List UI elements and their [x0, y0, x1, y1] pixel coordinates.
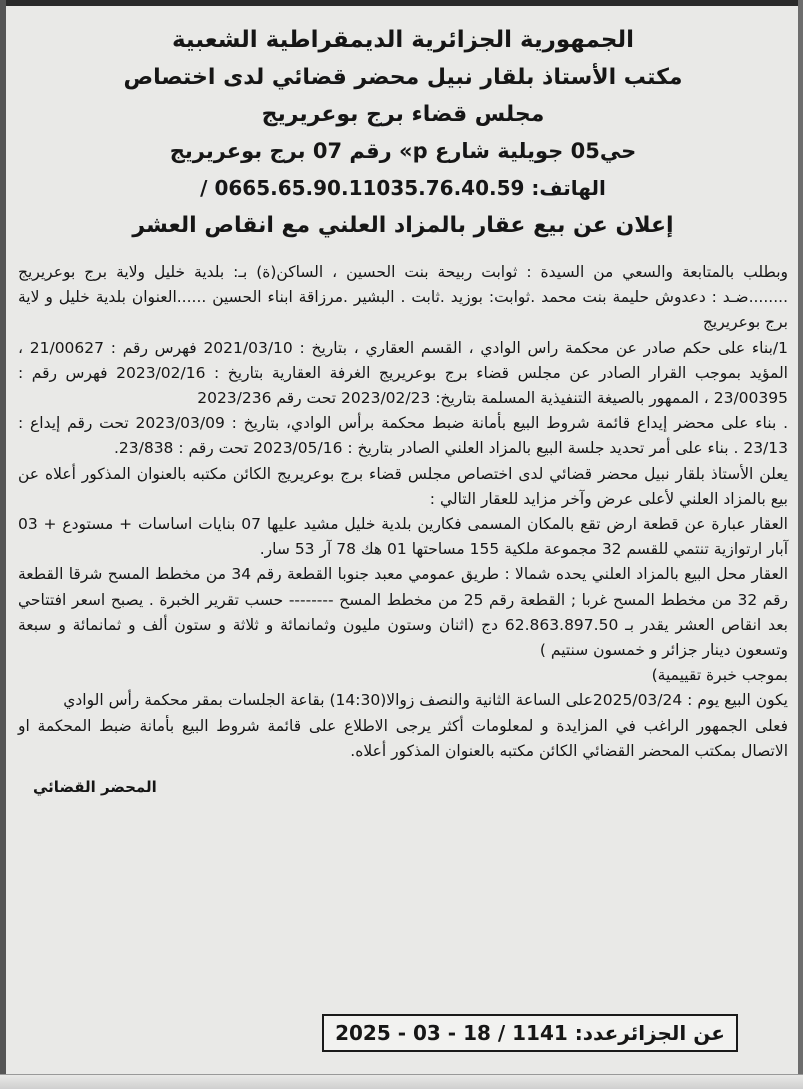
announcement-body: [18, 260, 788, 764]
signature: المحضر القضائي: [33, 778, 157, 797]
republic-title: الجمهورية الجزائرية الديمقراطية الشعبية: [171, 27, 635, 53]
announcement: [18, 22, 788, 1070]
announcement-title: إعلان عن بيع عقار بالمزاد العلني مع انقاص العشر: [132, 213, 674, 238]
paragraph-notice: يعلن الأستاذ بلقار نبيل محضر قضائي لدى اختصاص مجلس قضاء برج بوعريريج الكائن مكتبه بالعنوان المذكور أعلاه عن بيع بالمزاد العلني لأعلى عرض وآخر مزايد للعقار التالي :: [18, 464, 788, 508]
office-address: حي05 جويلية شارع p» رقم 07 برج بوعريريج: [169, 139, 637, 163]
court-name: مجلس قضاء برج بوعريريج: [261, 102, 545, 127]
paragraph-appraisal: بموجب خبرة تقييمية): [651, 666, 788, 685]
announcement-header: [18, 22, 788, 244]
paragraph-public: فعلى الجمهور الراغب في المزايدة و لمعلومات أكثر يرجى الاطلاع على قائمة شروط البيع بأمانة ضبط المحكمة او الاتصال بمكتب المحضر القضائي الكائن مكتبه بالعنوان المذكور أعلاه.: [18, 716, 788, 760]
paragraph-parties: وبطلب بالمتابعة والسعي من السيدة : ثوابت ربيحة بنت الحسين ، الساكن(ة) بـ: بلدية خليل ولاية برج بوعريريج ........ضـد : دعدوش حليمة بنت محمد .ثوابت: بوزيد .ثابت . البشير .مرزاقة ابناء الحسين ......العنوان بلدية خليل و لاية برج بوعريريج: [18, 263, 788, 332]
paragraph-judgment: 1/بناء على حكم صادر عن محكمة راس الوادي ، القسم العقاري ، بتاريخ : 2021/03/10 فهرس رقم : 21/00627 ، المؤيد بموجب القرار الصادر عن مجلس قضاء برج بوعريريج الغرفة العقارية بتاريخ : 2023/02/16 فهرس رقم : 23/00395 ، الممهور بالصيغة التنفيذية المسلمة بتاريخ: 2023/02/23 تحت رقم 2023/236: [18, 338, 788, 408]
paragraph-property: العقار عبارة عن قطعة ارض تقع بالمكان المسمى فكارين بلدية خليل مشيد عليها 07 بنايات اساسات + مستودع + 03 آبار ارتوازية تنتمي للقسم 32 مجموعة ملكية 155 مساحتها 01 هك 78 آر 53 سار.: [18, 515, 788, 559]
scan-edge-top: [0, 0, 803, 6]
paragraph-boundaries: العقار محل البيع بالمزاد العلني يحده شمالا : طريق عمومي معبد جنوبا القطعة رقم 34 من مخطط المسح شرقا القطعة رقم 32 من مخطط المسح غربا ; القطعة رقم 25 من مخطط المسح -------- حسب تقرير الخبرة . يصبح اسعر افتتاحي بعد انقاص العشر يقدر بـ 62.863.897.50 دج (اثنان وستون مليون وثمانمائة و ثلاثة و ستون ألف و ثمانمائة و سبعة وتسعون دينار جزائر و خمسون سنتيم ): [18, 565, 789, 660]
office-phone: الهاتف: 0665.65.90.11035.76.40.59 /: [200, 176, 606, 200]
office-name: مكتب الأستاذ بلقار نبيل محضر قضائي لدى اختصاص: [123, 65, 683, 90]
newspaper-reference: عن الجزائرعدد: 1141 / 18 - 03 - 2025: [322, 1014, 738, 1052]
paragraph-sale-date: يكون البيع يوم : 2025/03/24على الساعة الثانية والنصف زوالا(14:30) بقاعة الجلسات بمقر محكمة رأس الوادي: [63, 691, 788, 710]
scan-edge-left: [0, 0, 6, 1089]
scan-edge-bottom: [0, 1074, 803, 1089]
scan-edge-right: [798, 0, 803, 1089]
paragraph-deposit: . بناء على محضر إيداع قائمة شروط البيع بأمانة ضبط محكمة برأس الوادي، بتاريخ : 2023/03/09 تحت رقم إيداع : 23/13 . بناء على أمر تحديد جلسة البيع بالمزاد العلني الصادر بتاريخ : 2023/05/16 تحت رقم : 23/838.: [18, 414, 789, 458]
